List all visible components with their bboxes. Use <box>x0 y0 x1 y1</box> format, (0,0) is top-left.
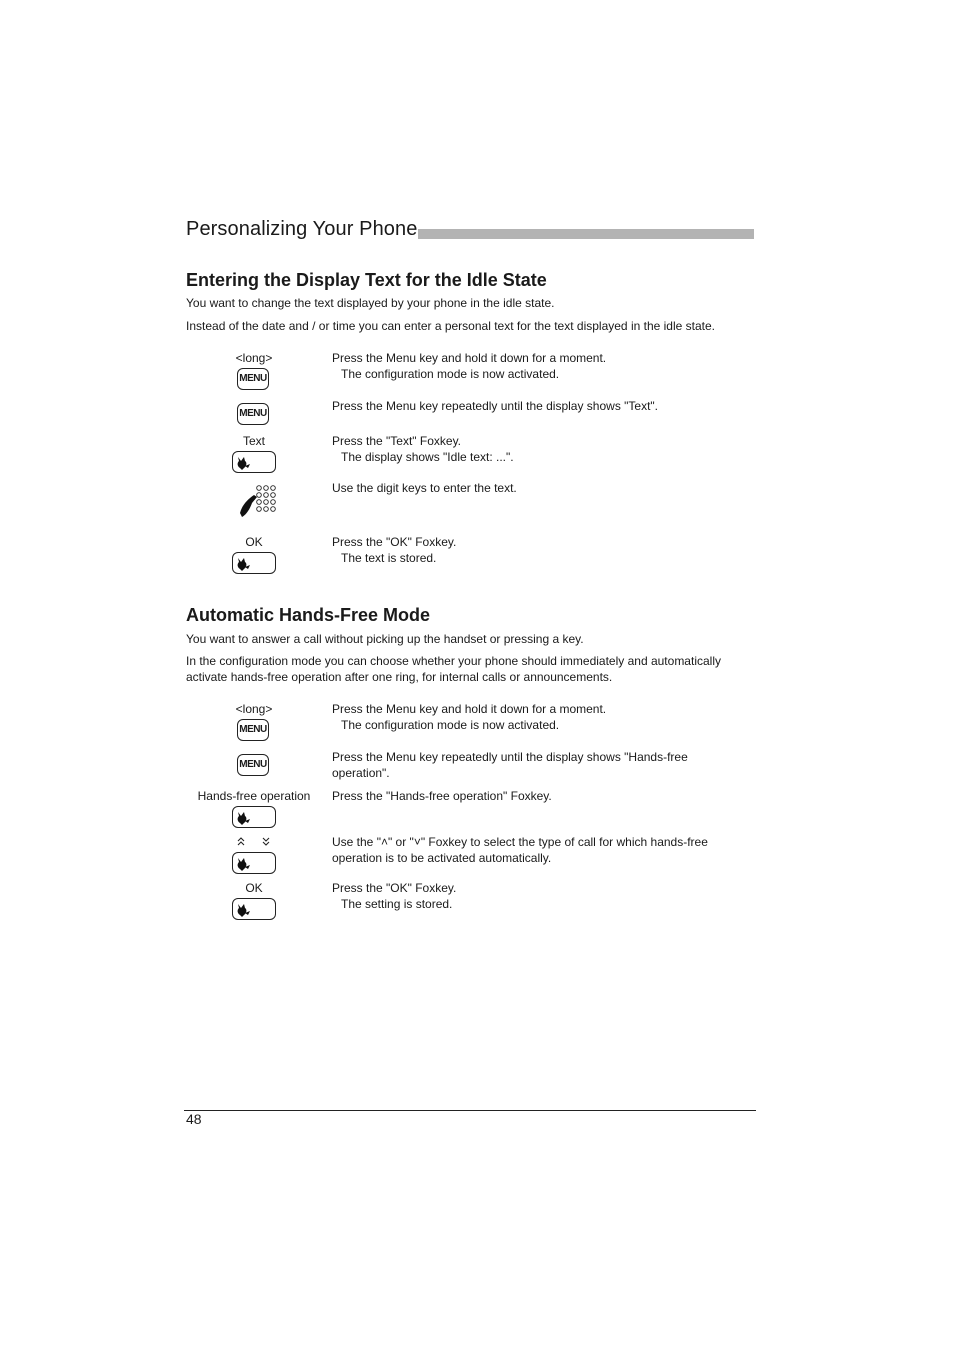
step-label: <long> <box>235 351 273 365</box>
step-result: The display shows "Idle text: ...". <box>341 450 514 464</box>
section2-intro-2: In the configuration mode you can choose whether your phone should immediately and automatically activate hands-free operation after one ring, for internal calls or announcements. <box>186 654 721 684</box>
step-text <box>332 834 752 866</box>
section-heading-hands-free: Automatic Hands-Free Mode <box>186 605 431 625</box>
section-heading-display-text: Entering the Display Text for the Idle State <box>186 270 547 290</box>
foxkey-icon <box>232 451 276 473</box>
foxkey-icon <box>232 806 276 828</box>
menu-key-icon: MENU <box>237 754 269 776</box>
step-instruction: Press the "Text" Foxkey. <box>332 434 462 448</box>
menu-key-icon: MENU <box>237 368 269 390</box>
chapter-title-bar <box>418 229 754 239</box>
step-instruction: Press the Menu key and hold it down for a moment. <box>332 702 607 716</box>
step-text <box>332 534 752 566</box>
fox-head-icon <box>233 899 277 921</box>
fox-head-icon <box>233 553 277 575</box>
step-text <box>332 350 752 382</box>
fox-head-icon <box>233 452 277 474</box>
step-label: Hands-free operation <box>197 789 311 803</box>
step-result: The text is stored. <box>341 551 437 565</box>
foxkey-icon <box>232 552 276 574</box>
menu-key-icon: MENU <box>237 403 269 425</box>
step-text <box>332 701 752 733</box>
step-label: OK <box>245 881 263 895</box>
section2-intro-1: You want to answer a call without picking up the handset or pressing a key. <box>186 632 584 646</box>
fox-head-icon <box>233 807 277 829</box>
step-instruction: Press the Menu key and hold it down for a moment. <box>332 351 607 365</box>
section1-intro-1: You want to change the text displayed by your phone in the idle state. <box>186 296 555 310</box>
keypad-hand-icon <box>236 483 284 528</box>
step-label: <long> <box>235 702 273 716</box>
step-instruction: Use the "˄" or "˅" Foxkey to select the type of call for which hands-free operation is to be activated automatically. <box>332 835 708 865</box>
foxkey-icon <box>232 898 276 920</box>
step-text <box>332 433 752 465</box>
step-instruction: Press the "OK" Foxkey. <box>332 881 457 895</box>
step-result: The configuration mode is now activated. <box>341 718 560 732</box>
step-instruction: Press the Menu key repeatedly until the display shows "Text". <box>332 399 659 413</box>
step-text <box>332 749 712 781</box>
page-number: 48 <box>186 1111 202 1127</box>
step-label: OK <box>245 535 263 549</box>
step-instruction: Press the "Hands-free operation" Foxkey. <box>332 789 552 803</box>
double-down-arrow-icon <box>263 838 269 845</box>
double-up-arrow-icon <box>238 838 244 845</box>
chapter-title: Personalizing Your Phone <box>186 218 418 240</box>
step-result: The setting is stored. <box>341 897 453 911</box>
step-instruction: Press the "OK" Foxkey. <box>332 535 457 549</box>
step-text <box>332 788 752 804</box>
step-text <box>332 880 752 912</box>
step-instruction: Press the Menu key repeatedly until the display shows "Hands-free operation". <box>332 750 688 780</box>
step-label: Text <box>242 434 265 448</box>
step-instruction: Use the digit keys to enter the text. <box>332 481 517 495</box>
step-result: The configuration mode is now activated. <box>341 367 560 381</box>
step-text <box>332 398 752 414</box>
section1-intro-2: Instead of the date and / or time you can enter a personal text for the text displayed in the idle state. <box>186 319 715 333</box>
step-text <box>332 480 752 496</box>
fox-head-icon <box>233 853 277 875</box>
footer-divider <box>184 1110 756 1111</box>
menu-key-icon: MENU <box>237 719 269 741</box>
foxkey-icon <box>232 852 276 874</box>
